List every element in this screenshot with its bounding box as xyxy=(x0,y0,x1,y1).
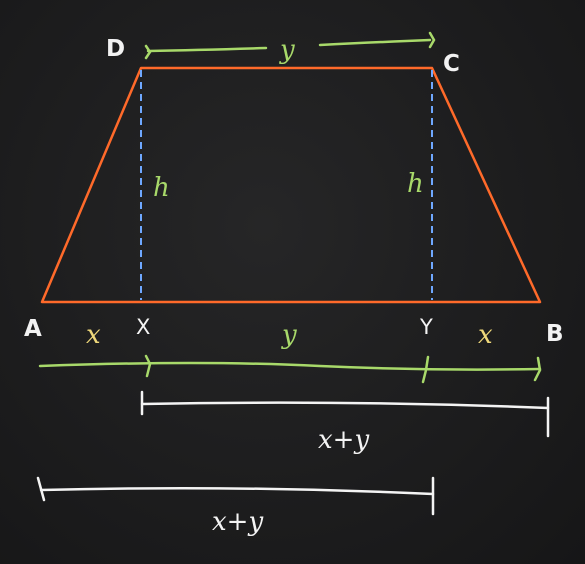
trapezoid-abcd xyxy=(42,68,540,302)
base-y-middle-label: y xyxy=(282,320,297,350)
base-x-left-label: x xyxy=(86,320,101,350)
vertex-d-label: D xyxy=(106,36,126,62)
foot-y-label: Y xyxy=(420,315,433,339)
vertex-c-label: C xyxy=(443,51,460,77)
base-measure-line xyxy=(40,356,540,382)
top-y-label: y xyxy=(280,35,295,65)
foot-x-label: X xyxy=(136,315,151,339)
vertex-b-label: B xyxy=(546,321,564,347)
height-h-right-label: h xyxy=(407,169,424,199)
height-h-left-label: h xyxy=(153,173,170,203)
base-x-right-label: x xyxy=(478,320,493,350)
bracket-xb-label: x+y xyxy=(318,425,370,455)
bracket-ay-label: x+y xyxy=(212,507,264,537)
vertex-a-label: A xyxy=(24,316,42,342)
